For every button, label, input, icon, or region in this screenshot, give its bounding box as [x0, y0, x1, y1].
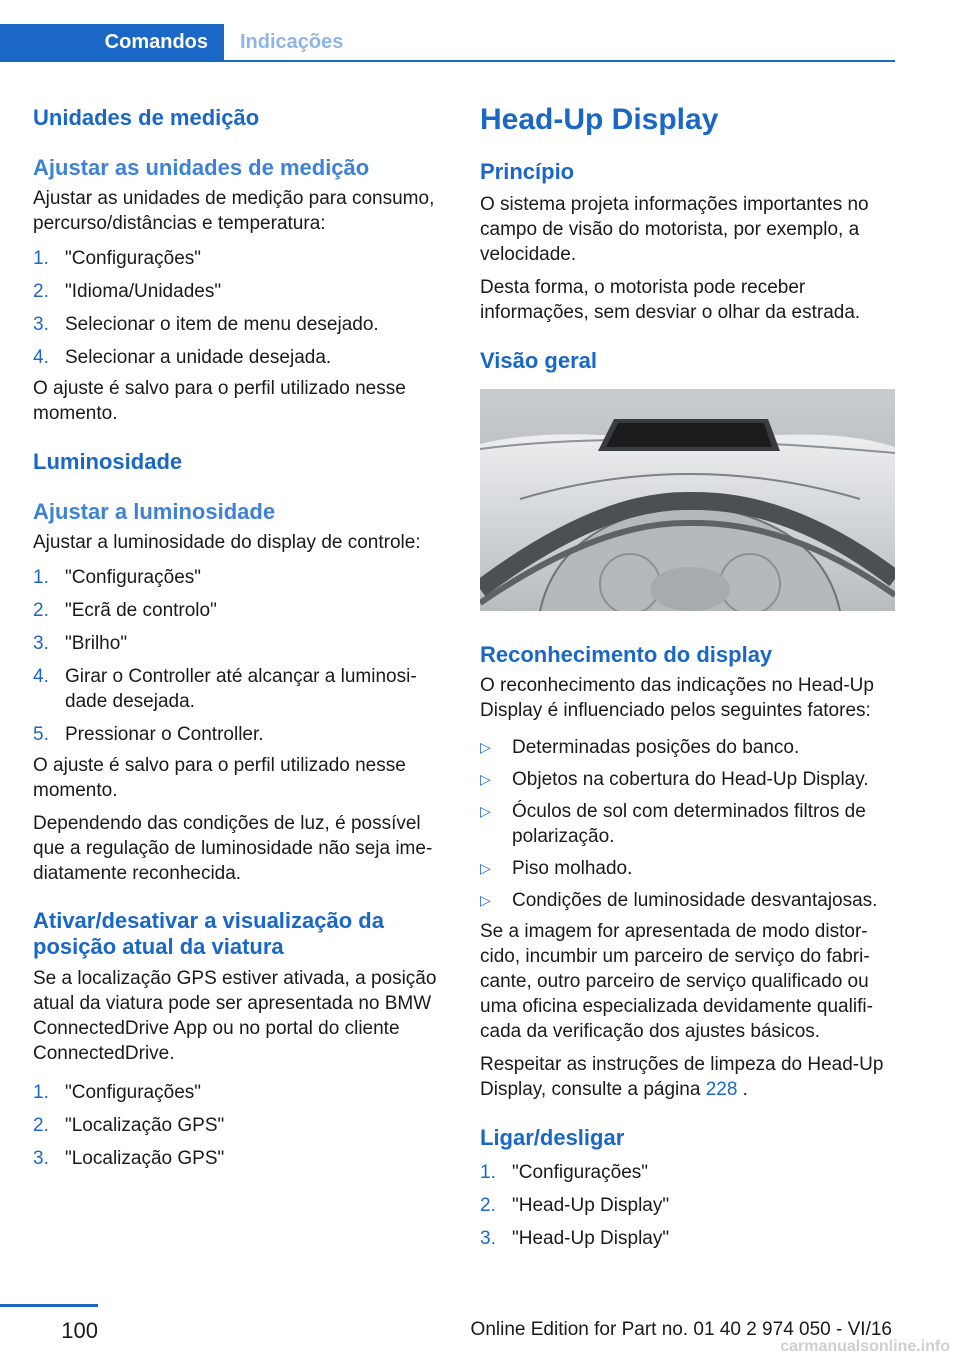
head-up-display-photo	[480, 389, 895, 611]
list-item: 1. "Configurações"	[480, 1162, 649, 1183]
units-intro: Ajustar as unidades de medição para consumo, percurso/distâncias e temperatura:	[33, 188, 435, 234]
vehicle-position-intro: Se a localização GPS estiver ativada, a posição atual da viatura pode ser apresentada no BMW ConnectedDrive App ou no portal do cliente ConnectedDrive.	[33, 968, 437, 1064]
subsection-title-overview: Visão geral	[480, 348, 597, 373]
principle-text-2: Desta forma, o motorista pode receber informações, sem desviar o olhar da estrada.	[480, 277, 861, 323]
list-item: 4. Selecionar a unidade desejada.	[33, 347, 332, 368]
subsection-title-on-off: Ligar/desligar	[480, 1125, 625, 1150]
list-item: 2. "Ecrã de controlo"	[33, 600, 217, 621]
left-column	[33, 100, 448, 1171]
header-tabs	[0, 24, 895, 62]
list-item: ▷ Óculos de sol com determinados filtros de polarização.	[480, 801, 866, 847]
page-number-rule	[0, 1304, 98, 1307]
tab-comandos[interactable]: Comandos	[0, 24, 224, 60]
on-off-steps	[480, 1160, 898, 1251]
list-item: 4. Girar o Controller até alcançar a luminosidade desejada.	[33, 666, 417, 712]
subsection-title-principle: Princípio	[480, 159, 575, 184]
list-item: 1. "Configurações"	[33, 567, 202, 588]
list-item: 3. "Head-Up Display"	[480, 1228, 670, 1249]
recognition-note: Se a imagem for apresentada de modo distorcido, incumbir um parceiro de serviço do fabricante, outro parceiro de serviço qualificado ou uma oficina especializada devidamente qualificada da verificação dos ajustes básicos.	[480, 921, 873, 1042]
brightness-note-2: Dependendo das condições de luz, é possível que a regulação de luminosidade não seja imediatamente reconhecida.	[33, 813, 433, 884]
list-item: ▷ Determinadas posições do banco.	[480, 737, 800, 758]
watermark: carmanualsonline.info	[780, 1338, 950, 1355]
list-item: 1. "Configurações"	[33, 248, 202, 269]
recognition-intro: O reconhecimento das indicações no Head-Up Display é influenciado pelos seguintes fatores:	[480, 675, 874, 721]
list-item: ▷ Objetos na cobertura do Head-Up Display.	[480, 769, 869, 790]
brightness-note: O ajuste é salvo para o perfil utilizado nesse momento.	[33, 755, 406, 801]
recognition-factors	[480, 735, 898, 913]
principle-text: O sistema projeta informações importantes no campo de visão do motorista, por exemplo, a velocidade.	[480, 194, 869, 265]
page-link[interactable]: 228	[705, 1079, 738, 1100]
list-item: 5. Pressionar o Controller.	[33, 724, 264, 745]
list-item: 1. "Configurações"	[33, 1082, 202, 1103]
list-item: 2. "Localização GPS"	[33, 1115, 225, 1136]
subsection-title-recognition: Reconhecimento do display	[480, 642, 773, 667]
list-item: ▷ Condições de luminosidade desvantajosas.	[480, 890, 878, 911]
chapter-title: Head-Up Display	[480, 103, 719, 136]
subsection-title-brightness: Ajustar a luminosidade	[33, 499, 276, 524]
list-item: 3. Selecionar o item de menu desejado.	[33, 314, 379, 335]
brightness-steps	[33, 565, 448, 747]
edition-footer: Online Edition for Part no. 01 40 2 974 050 - VI/16	[470, 1319, 892, 1340]
list-item: 2. "Idioma/Unidades"	[33, 281, 222, 302]
header-rule	[0, 60, 895, 62]
vehicle-position-steps	[33, 1080, 448, 1171]
section-title-units: Unidades de medição	[33, 105, 260, 130]
list-item: 2. "Head-Up Display"	[480, 1195, 670, 1216]
units-steps	[33, 246, 448, 370]
cleaning-note: Respeitar as instruções de limpeza do Head-Up Display, consulte a página 228 .	[480, 1054, 884, 1100]
list-item: 3. "Localização GPS"	[33, 1148, 225, 1169]
section-title-vehicle-position: Ativar/desativar a visualização da posição atual da viatura	[33, 908, 384, 959]
list-item: 3. "Brilho"	[33, 633, 128, 654]
section-title-brightness: Luminosidade	[33, 449, 183, 474]
units-note: O ajuste é salvo para o perfil utilizado nesse momento.	[33, 378, 406, 424]
list-item: ▷ Piso molhado.	[480, 858, 633, 879]
tab-indicacoes[interactable]: Indicações	[240, 31, 344, 53]
brightness-intro: Ajustar a luminosidade do display de controle:	[33, 532, 421, 553]
subsection-title-units: Ajustar as unidades de medição	[33, 155, 370, 180]
right-column	[480, 100, 898, 1251]
page-number: 100	[61, 1318, 98, 1343]
